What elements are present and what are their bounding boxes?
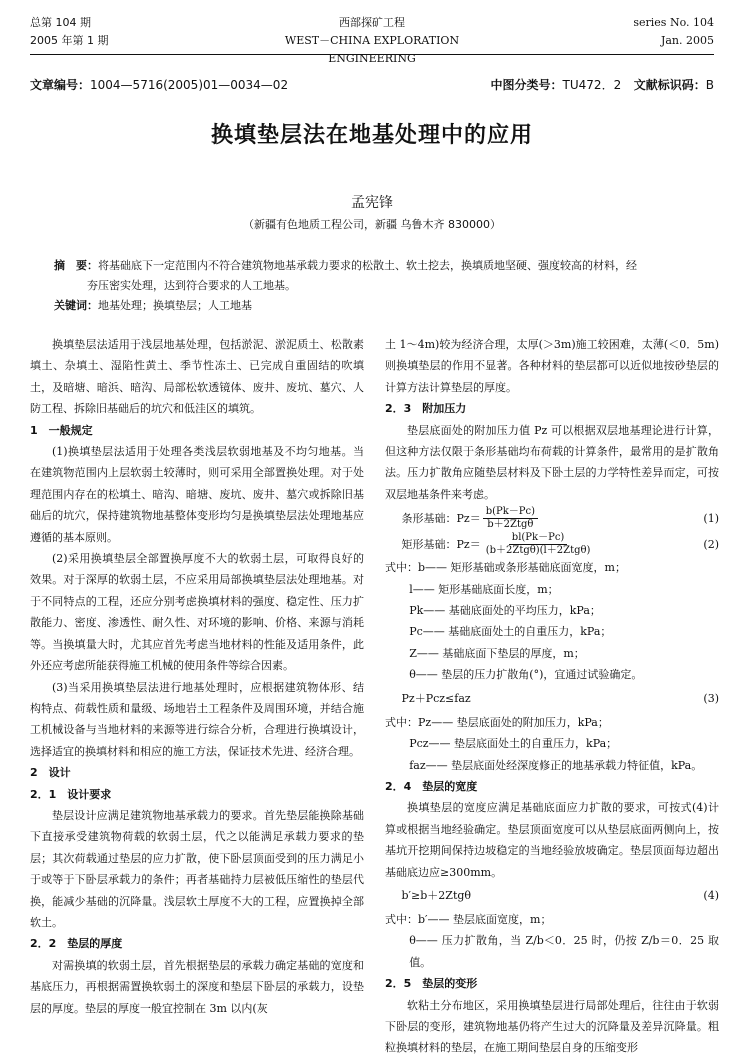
year-issue: 2005 年第 1 期 [30, 34, 109, 47]
definition-faz: faz—— 垫层底面处经深度修正的地基承载力特征值，kPa。 [409, 758, 703, 772]
section-2-3-heading: 2．3 附加压力 [385, 402, 467, 416]
author-name: 孟宪锋 [351, 195, 393, 211]
equation-3: Pz＋Pcz≤faz (3) [401, 691, 719, 705]
definition-theta: θ—— 垫层的压力扩散角(°)，宜通过试验确定。 [409, 668, 643, 682]
section-2-2-para: 对需换填的软弱土层，首先根据垫层的承载力确定基础的宽度和基底压力，再根据需置换软弱土的深度和垫层下卧层的承载力，设垫层的厚度。垫层的厚度一般宜控制在 3m 以内(灰 [30, 958, 364, 1015]
definition-pc: Pc—— 基础底面处土的自重压力，kPa； [409, 625, 612, 639]
paper-title: 换填垫层法在地基处理中的应用 [210, 122, 533, 148]
header-rule [30, 54, 714, 55]
section-1-heading: 1 一般规定 [30, 423, 93, 437]
definition-pcz: Pcz—— 垫层底面处土的自重压力，kPa； [409, 737, 618, 751]
section-2-5-heading: 2．5 垫层的变形 [385, 977, 478, 991]
section-2-5-para: 软粘土分布地区，采用换填垫层进行局部处理后，往往由于软弱下卧层的变形，建筑物地基仍将产生过大的沉降量及差异沉降量。粗粒换填材料的垫层，在施工期间垫层自身的压缩变形 [385, 998, 719, 1055]
section-2-1-para: 垫层设计应满足建筑物地基承载力的要求。首先垫层能换除基础下直接承受建筑物荷载的软弱土层，代之以能满足承载力要求的垫层；其次荷载通过垫层的应力扩散，使下卧层顶面受到的压力满足小于或等于下卧层承载力的条件；再者基础持力层被低压缩性的垫层代换，能减少基础的沉降量。浅层软土厚度不大的工程，应置换掉全部软土。 [30, 808, 364, 929]
author-affiliation: （新疆有色地质工程公司，新疆 乌鲁木齐 830000） [243, 218, 501, 231]
section-2-2-heading: 2．2 垫层的厚度 [30, 937, 123, 951]
definition-pk: Pk—— 基础底面处的平均压力，kPa； [409, 604, 601, 618]
continued-paragraph: 土 1～4m)较为经济合理，太厚(＞3m)施工较困难，太薄(＜0．5m)则换填垫层的作用不显著。各种材料的垫层都可以近似地按砂垫层的计算方法计算垫层的厚度。 [385, 338, 719, 394]
intro-paragraph: 换填垫层法适用于浅层地基处理，包括淤泥、淤泥质土、松散素填土、杂填土、湿陷性黄土、季节性冻土、已完成自重固结的吹填土，及暗塘、暗浜、暗沟、局部松软透镜体、废井、废坑、墓穴、人防工程、拆除旧基础后的坑穴和低洼区的填筑。 [30, 338, 364, 416]
definition-z: Z—— 基础底面下垫层的厚度，m； [409, 646, 585, 660]
definition-pz: 式中：Pz—— 垫层底面处的附加压力，kPa； [385, 715, 609, 729]
section-2-3-para: 垫层底面处的附加压力值 Pz 可以根据双层地基理论进行计算，但这种方法仅限于条形基础均布荷载的计算条件，最常用的是扩散角法。压力扩散角应随垫层材料及下卧土层的力学特性差异而定，可按双层地基条件来考虑。 [385, 423, 719, 501]
equation-2: 矩形基础：Pz＝ $\frac{bl(Pk-Pc)}{\text{(b＋2Ztgθ)(l＋2Ztgθ)}}$ (2) [401, 531, 719, 556]
equation-4: b′≥b＋2Ztgθ (4) [401, 889, 719, 903]
abstract-body: 摘 要：将基础底下一定范围内不符合建筑物地基承载力要求的松散土、软土挖去，换填质地坚硬、强度较高的材料，经 [54, 259, 637, 272]
journal-name-en: WEST－CHINA EXPLORATION ENGINEERING [284, 34, 460, 65]
series-number: series No. 104 [633, 16, 714, 29]
journal-header [30, 14, 714, 68]
equation-1: 条形基础：Pz＝ $\frac{b(Pk-Pc)}{\text{b＋2Ztgθ}}$ (1) [401, 505, 719, 530]
article-meta [30, 76, 714, 93]
section-1-para-2: (2)采用换填垫层全部置换厚度不大的软弱土层，可取得良好的效果。对于深厚的软弱土层，不应采用局部换填垫层法处理地基。对于不同特点的工程，还应分别考虑换填材料的强度、稳定性、压力扩散能力、密度、渗透性、耐久性、对环境的影响、价格、来源与消耗等。当换填量大时，尤其应首先考虑当地材料的性能及适用条件，此外还应考虑所能获得施工机械的使用条件等综合因素。 [30, 552, 364, 673]
abstract-body-cont: 夯压密实处理，达到符合要求的人工地基。 [87, 279, 296, 292]
definition-theta-2: θ—— 压力扩散角，当 Z/b＜0．25 时，仍按 Z/b＝0．25 取值。 [409, 934, 719, 969]
section-2-1-heading: 2．1 设计要求 [30, 787, 112, 801]
definition-b: 式中：b—— 矩形基础或条形基础底面宽度，m； [385, 561, 626, 575]
classification: 中图分类号：TU472．2 文献标识码：B [490, 78, 714, 92]
section-2-heading: 2 设计 [30, 766, 71, 780]
right-column [385, 334, 719, 1059]
section-1-para-1: (1)换填垫层法适用于处理各类浅层软弱地基及不均匀地基。当在建筑物范围内上层软弱土较薄时，则可采用全部置换处理。对于处理范围内存在的松填土、暗沟、暗塘、废坑、废井、墓穴或拆除旧基础后的坑穴，保持建筑物地基整体变形均匀是换填垫层法处理地基应遵循的基本原则。 [30, 445, 364, 544]
abstract [54, 256, 690, 316]
section-2-4-para: 换填垫层的宽度应满足基础底面应力扩散的要求，可按式(4)计算或根据当地经验确定。垫层顶面宽度可以从垫层底面两侧向上，按基坑开挖期间保持边坡稳定的当地经验放坡确定。垫层顶面每边超出基础底边应≥300mm。 [385, 801, 719, 879]
section-1-para-3: (3)当采用换填垫层法进行地基处理时，应根据建筑物体形、结构特点、荷载性质和量级、场地岩土工程条件及周围环境，并结合施工机械设备与当地材料的来源等进行综合分析，合理进行换填设计，选择适宜的换填材料和相应的施工方法，保证技术先进、经济合理。 [30, 680, 364, 758]
journal-name: 西部探矿工程 [339, 16, 405, 29]
definition-b-prime: 式中：b′—— 垫层底面宽度，m； [385, 912, 552, 926]
issue-number: 总第 104 期 [30, 16, 91, 29]
section-2-4-heading: 2．4 垫层的宽度 [385, 779, 478, 793]
definition-l: l—— 矩形基础底面长度，m； [409, 582, 559, 596]
article-number: 文章编号：1004—5716(2005)01—0034—02 [30, 78, 289, 92]
left-column [30, 334, 364, 1019]
publication-date: Jan. 2005 [660, 34, 714, 47]
keywords: 关键词：地基处理；换填垫层；人工地基 [54, 299, 252, 312]
